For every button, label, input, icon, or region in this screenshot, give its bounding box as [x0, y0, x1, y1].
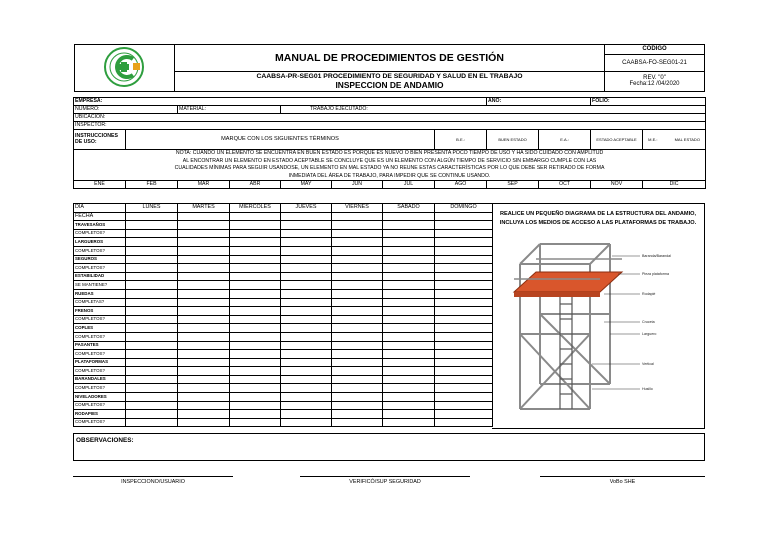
check-cell[interactable]: [178, 324, 230, 333]
check-cell[interactable]: [281, 264, 332, 273]
check-cell[interactable]: [435, 324, 493, 333]
check-cell[interactable]: [126, 367, 178, 376]
check-cell[interactable]: [332, 281, 383, 290]
check-cell[interactable]: [230, 341, 281, 350]
check-cell[interactable]: [126, 384, 178, 393]
check-cell[interactable]: [178, 255, 230, 264]
check-cell[interactable]: [178, 272, 230, 281]
check-cell[interactable]: [383, 332, 435, 341]
check-cell[interactable]: [230, 418, 281, 427]
check-cell[interactable]: [126, 298, 178, 307]
check-cell[interactable]: [435, 246, 493, 255]
check-cell[interactable]: [383, 418, 435, 427]
check-cell[interactable]: [383, 272, 435, 281]
check-cell[interactable]: [383, 350, 435, 359]
check-cell[interactable]: [126, 375, 178, 384]
check-cell[interactable]: [230, 298, 281, 307]
check-cell[interactable]: [178, 393, 230, 402]
check-cell[interactable]: [435, 401, 493, 410]
svg-text:Vertical: Vertical: [642, 362, 654, 366]
check-cell[interactable]: [435, 221, 493, 230]
inspection-sub-label: COMPLETOS?: [74, 350, 126, 359]
check-cell[interactable]: [178, 341, 230, 350]
inspection-item-row: [74, 358, 493, 367]
signature-inspecciono[interactable]: [73, 476, 233, 485]
check-cell[interactable]: [435, 229, 493, 238]
signature-verifico[interactable]: [300, 476, 470, 485]
inspection-sub-row: [74, 246, 493, 255]
check-cell[interactable]: [332, 367, 383, 376]
check-cell[interactable]: [383, 238, 435, 247]
months-row: [74, 181, 706, 189]
check-cell[interactable]: [126, 315, 178, 324]
diagram-box: [492, 203, 705, 429]
check-cell[interactable]: [332, 375, 383, 384]
check-cell[interactable]: [435, 307, 493, 316]
fecha-cell[interactable]: [332, 212, 383, 221]
check-cell[interactable]: [126, 264, 178, 273]
check-cell[interactable]: [435, 238, 493, 247]
check-cell[interactable]: [126, 281, 178, 290]
check-cell[interactable]: [178, 332, 230, 341]
check-cell[interactable]: [332, 264, 383, 273]
form-subtitle: INSPECCION DE ANDAMIO: [335, 79, 444, 90]
inspection-sub-label: COMPLETOS?: [74, 315, 126, 324]
check-cell[interactable]: [435, 281, 493, 290]
check-cell[interactable]: [230, 332, 281, 341]
check-cell[interactable]: [178, 350, 230, 359]
inspection-item-label: ESTABILIDAD: [74, 272, 126, 281]
check-cell[interactable]: [281, 229, 332, 238]
check-cell[interactable]: [281, 410, 332, 419]
check-cell[interactable]: [230, 238, 281, 247]
check-cell[interactable]: [383, 324, 435, 333]
check-cell[interactable]: [230, 221, 281, 230]
check-cell[interactable]: [126, 255, 178, 264]
inspection-sub-row: [74, 384, 493, 393]
check-cell[interactable]: [126, 229, 178, 238]
check-cell[interactable]: [178, 281, 230, 290]
check-cell[interactable]: [435, 358, 493, 367]
check-cell[interactable]: [281, 307, 332, 316]
check-cell[interactable]: [332, 401, 383, 410]
check-cell[interactable]: [178, 358, 230, 367]
check-cell[interactable]: [126, 410, 178, 419]
check-cell[interactable]: [332, 350, 383, 359]
revision-cell: [605, 71, 705, 91]
fecha-cell[interactable]: [178, 212, 230, 221]
check-cell[interactable]: [178, 229, 230, 238]
term-mal-estado: MAL ESTADO: [674, 136, 700, 142]
svg-text:Larguero: Larguero: [642, 332, 657, 336]
month-feb[interactable]: FEB: [126, 181, 178, 189]
check-cell[interactable]: [383, 229, 435, 238]
check-cell[interactable]: [281, 393, 332, 402]
day-martes: MARTES: [178, 204, 230, 213]
check-cell[interactable]: [126, 221, 178, 230]
check-cell[interactable]: [230, 272, 281, 281]
check-cell[interactable]: [332, 298, 383, 307]
check-cell[interactable]: [281, 272, 332, 281]
inspection-grid: [73, 203, 493, 427]
fecha-cell[interactable]: [230, 212, 281, 221]
check-cell[interactable]: [435, 289, 493, 298]
signature-vobo-label: VoBo SHE: [609, 479, 636, 485]
check-cell[interactable]: [230, 255, 281, 264]
check-cell[interactable]: [383, 410, 435, 419]
check-cell[interactable]: [332, 307, 383, 316]
month-mar[interactable]: MAR: [178, 181, 230, 189]
codigo-label: CODIGO: [605, 45, 705, 55]
ubicacion-field[interactable]: UBICACIÓN:: [74, 114, 706, 122]
term-me: M.E.:: [648, 136, 658, 142]
inspection-item-label: LARGUEROS: [74, 238, 126, 247]
day-sabado: SABADO: [383, 204, 435, 213]
inspection-sub-row: [74, 418, 493, 427]
check-cell[interactable]: [383, 255, 435, 264]
check-cell[interactable]: [332, 410, 383, 419]
check-cell[interactable]: [281, 375, 332, 384]
term-be: B.E.:: [435, 130, 487, 150]
check-cell[interactable]: [281, 367, 332, 376]
check-cell[interactable]: [383, 401, 435, 410]
days-row: [74, 204, 493, 213]
check-cell[interactable]: [332, 393, 383, 402]
check-cell[interactable]: [281, 418, 332, 427]
inspection-sub-label: COMPLETOS?: [74, 418, 126, 427]
inspection-item-label: RODAPIES: [74, 410, 126, 419]
svg-text:Baranda/Barandal: Baranda/Barandal: [642, 254, 671, 258]
inspection-sub-label: COMPLETOS?: [74, 332, 126, 341]
month-ene[interactable]: ENE: [74, 181, 126, 189]
check-cell[interactable]: [435, 367, 493, 376]
check-cell[interactable]: [383, 246, 435, 255]
term-estado-aceptable: ESTADO ACEPTABLE: [591, 130, 643, 150]
day-miercoles: MIERCOLES: [230, 204, 281, 213]
check-cell[interactable]: [332, 341, 383, 350]
document-header: [74, 44, 705, 92]
check-cell[interactable]: [126, 341, 178, 350]
check-cell[interactable]: [332, 289, 383, 298]
check-cell[interactable]: [126, 289, 178, 298]
check-cell[interactable]: [126, 272, 178, 281]
fecha-cell[interactable]: [126, 212, 178, 221]
check-cell[interactable]: [435, 315, 493, 324]
check-cell[interactable]: [178, 307, 230, 316]
trabajo-label: TRABAJO EJECUTADO:: [310, 105, 368, 112]
nota-text: NOTA: CUANDO UN ELEMENTO SE ENCUENTRA EN BUEN ESTADO ES PORQUE ES NUEVO O BIEN PRESENTA POCO TIEMPO DE USO Y HA SIDO CUIDADO CON AMPLITUD AL ENCONTRAR UN ELEMENTO EN ESTADO ACEPTABLE SE CONCLUYE QUE ES UN ELEMENTO CON ALGÚN TIEMPO DE SERVICIO SIN EMBARGO CUMPLE CON LAS CUALIDADES MÍNIMAS PARA SEGUIR USANDOSE, UN ELEMENTO EN MAL ESTADO YA NO REUNE ESTAS CARACTERÍSTICAS POR LO QUE DEBE SER RETIRADO DE FORMA INMEDIATA DEL ÁREA DE TRABAJO, PARA IMPEDIR QUE SE CONTINUE USANDO.: [74, 150, 706, 181]
check-cell[interactable]: [383, 367, 435, 376]
fecha-row: [74, 212, 493, 221]
revision: REV. "0": [643, 74, 666, 81]
inspection-item-label: FRENOS: [74, 307, 126, 316]
inspection-item-row: [74, 272, 493, 281]
inspection-item-label: PASANTES: [74, 341, 126, 350]
check-cell[interactable]: [281, 350, 332, 359]
check-cell[interactable]: [281, 238, 332, 247]
observaciones-box[interactable]: [73, 433, 705, 461]
check-cell[interactable]: [230, 281, 281, 290]
check-cell[interactable]: [281, 289, 332, 298]
check-cell[interactable]: [383, 393, 435, 402]
month-ago[interactable]: AGO: [435, 181, 487, 189]
check-cell[interactable]: [230, 375, 281, 384]
check-cell[interactable]: [383, 289, 435, 298]
term-me-mal-estado: [643, 130, 706, 150]
check-cell[interactable]: [178, 246, 230, 255]
svg-text:Cruceta: Cruceta: [642, 320, 655, 324]
check-cell[interactable]: [126, 246, 178, 255]
check-cell[interactable]: [435, 350, 493, 359]
check-cell[interactable]: [281, 281, 332, 290]
month-dic[interactable]: DIC: [643, 181, 706, 189]
inspection-sub-label: COMPLETOS?: [74, 384, 126, 393]
inspection-item-row: [74, 341, 493, 350]
check-cell[interactable]: [435, 341, 493, 350]
check-cell[interactable]: [178, 401, 230, 410]
svg-text:Pieza plataforma: Pieza plataforma: [642, 272, 669, 276]
check-cell[interactable]: [383, 307, 435, 316]
inspector-field[interactable]: INSPECTOR:: [74, 122, 706, 130]
check-cell[interactable]: [435, 298, 493, 307]
term-buen-estado: BUEN ESTADO: [487, 130, 539, 150]
check-cell[interactable]: [178, 410, 230, 419]
inspection-sub-row: [74, 315, 493, 324]
marque-label: MARQUE CON LOS SIGUIENTES TÉRMINOS: [126, 130, 435, 150]
check-cell[interactable]: [230, 246, 281, 255]
check-cell[interactable]: [281, 246, 332, 255]
check-cell[interactable]: [230, 401, 281, 410]
svg-text:Rodapié: Rodapié: [642, 292, 656, 296]
check-cell[interactable]: [435, 418, 493, 427]
check-cell[interactable]: [178, 418, 230, 427]
check-cell[interactable]: [281, 221, 332, 230]
inspection-sub-row: [74, 367, 493, 376]
scaffold-diagram: [500, 234, 700, 424]
inspection-item-row: [74, 375, 493, 384]
inspection-sub-label: COMPLETOS?: [74, 246, 126, 255]
fecha-cell[interactable]: [383, 212, 435, 221]
month-may[interactable]: MAY: [281, 181, 332, 189]
check-cell[interactable]: [332, 221, 383, 230]
inspection-sub-label: COMPLETOS?: [74, 229, 126, 238]
signature-verifico-label: VERIFICÓ/SUP SEGURIDAD: [349, 479, 421, 485]
inspection-item-row: [74, 410, 493, 419]
inspection-sub-label: COMPLETOS?: [74, 367, 126, 376]
fecha-cell[interactable]: [281, 212, 332, 221]
inspection-sub-row: [74, 264, 493, 273]
logo-cell: [75, 45, 175, 92]
term-ea: E.A.:: [539, 130, 591, 150]
check-cell[interactable]: [383, 341, 435, 350]
inspection-item-label: RUEDAS: [74, 289, 126, 298]
check-cell[interactable]: [383, 375, 435, 384]
check-cell[interactable]: [383, 358, 435, 367]
check-cell[interactable]: [178, 298, 230, 307]
inspection-sub-label: COMPLETOS?: [74, 401, 126, 410]
check-cell[interactable]: [230, 307, 281, 316]
inspection-sub-row: [74, 401, 493, 410]
instrucciones-label: INSTRUCCIONES DE USO:: [74, 130, 126, 150]
inspection-sub-label: COMPLETAS?: [74, 298, 126, 307]
inspection-item-label: SEGUROS: [74, 255, 126, 264]
check-cell[interactable]: [281, 315, 332, 324]
day-lunes: LUNES: [126, 204, 178, 213]
check-cell[interactable]: [230, 324, 281, 333]
check-cell[interactable]: [230, 264, 281, 273]
check-cell[interactable]: [178, 289, 230, 298]
check-cell[interactable]: [332, 238, 383, 247]
check-cell[interactable]: [332, 324, 383, 333]
check-cell[interactable]: [126, 418, 178, 427]
check-cell[interactable]: [178, 238, 230, 247]
check-cell[interactable]: [281, 298, 332, 307]
anio-field[interactable]: AÑO:: [487, 98, 591, 106]
fecha-emision: Fecha:12 /04/2020: [629, 81, 680, 88]
month-sep[interactable]: SEP: [487, 181, 539, 189]
month-nov[interactable]: NOV: [591, 181, 643, 189]
check-cell[interactable]: [435, 272, 493, 281]
check-cell[interactable]: [126, 324, 178, 333]
check-cell[interactable]: [332, 246, 383, 255]
svg-text:Husillo: Husillo: [642, 387, 653, 391]
check-cell[interactable]: [332, 315, 383, 324]
check-cell[interactable]: [178, 375, 230, 384]
observaciones-label: OBSERVACIONES:: [76, 437, 134, 444]
check-cell[interactable]: [435, 384, 493, 393]
check-cell[interactable]: [230, 358, 281, 367]
check-cell[interactable]: [281, 255, 332, 264]
check-cell[interactable]: [383, 221, 435, 230]
inspection-item-label: TRAVESAÑOS: [74, 221, 126, 230]
check-cell[interactable]: [435, 255, 493, 264]
check-cell[interactable]: [435, 264, 493, 273]
day-domingo: DOMINGO: [435, 204, 493, 213]
check-cell[interactable]: [332, 358, 383, 367]
check-cell[interactable]: [126, 393, 178, 402]
inspection-sub-label: SE MANTIENE?: [74, 281, 126, 290]
check-cell[interactable]: [126, 307, 178, 316]
check-cell[interactable]: [332, 229, 383, 238]
inspection-item-row: [74, 255, 493, 264]
check-cell[interactable]: [332, 384, 383, 393]
signature-vobo[interactable]: [540, 476, 705, 485]
inspection-sub-row: [74, 281, 493, 290]
check-cell[interactable]: [435, 375, 493, 384]
check-cell[interactable]: [281, 401, 332, 410]
inspection-item-label: COPLES: [74, 324, 126, 333]
month-jul[interactable]: JUL: [383, 181, 435, 189]
fecha-label: FECHA: [74, 212, 126, 221]
dia-label: DIA: [74, 204, 126, 213]
check-cell[interactable]: [178, 367, 230, 376]
check-cell[interactable]: [332, 255, 383, 264]
month-abr[interactable]: ABR: [230, 181, 281, 189]
check-cell[interactable]: [178, 384, 230, 393]
check-cell[interactable]: [435, 393, 493, 402]
check-cell[interactable]: [435, 410, 493, 419]
inspection-item-row: [74, 307, 493, 316]
manual-title: MANUAL DE PROCEDIMIENTOS DE GESTIÓN: [175, 45, 605, 72]
inspection-item-label: BARANDALES: [74, 375, 126, 384]
check-cell[interactable]: [230, 289, 281, 298]
check-cell[interactable]: [230, 393, 281, 402]
procedure-name: CAABSA-PR-SEG01 PROCEDIMIENTO DE SEGURIDAD Y SALUD EN EL TRABAJO: [256, 72, 523, 80]
fecha-cell[interactable]: [435, 212, 493, 221]
check-cell[interactable]: [230, 367, 281, 376]
inspection-item-row: [74, 221, 493, 230]
numero-field[interactable]: NUMERO:: [74, 106, 178, 114]
month-oct[interactable]: OCT: [539, 181, 591, 189]
check-cell[interactable]: [126, 358, 178, 367]
inspection-item-label: NIVELADORES: [74, 393, 126, 402]
check-cell[interactable]: [178, 221, 230, 230]
inspection-item-row: [74, 289, 493, 298]
codigo-value: CAABSA-FO-SEG01-21: [605, 54, 705, 71]
check-cell[interactable]: [281, 332, 332, 341]
check-cell[interactable]: [178, 264, 230, 273]
form-info: [73, 97, 706, 189]
empresa-field[interactable]: EMPRESA:: [74, 98, 487, 106]
check-cell[interactable]: [230, 350, 281, 359]
diagram-instruction: REALICE UN PEQUEÑO DIAGRAMA DE LA ESTRUCTURA DEL ANDAMIO, INCLUYA LOS MEDIOS DE ACCESO A LAS PLATAFORMAS DE TRABAJO.: [499, 211, 697, 226]
check-cell[interactable]: [230, 410, 281, 419]
check-cell[interactable]: [383, 298, 435, 307]
check-cell[interactable]: [332, 418, 383, 427]
check-cell[interactable]: [332, 332, 383, 341]
company-logo: [75, 45, 173, 89]
check-cell[interactable]: [332, 272, 383, 281]
inspection-item-row: [74, 324, 493, 333]
check-cell[interactable]: [383, 384, 435, 393]
folio-field[interactable]: FOLIO:: [591, 98, 706, 106]
material-field[interactable]: MATERIAL:: [178, 106, 281, 114]
day-jueves: JUEVES: [281, 204, 332, 213]
month-jun[interactable]: JUN: [332, 181, 383, 189]
check-cell[interactable]: [126, 238, 178, 247]
check-cell[interactable]: [281, 358, 332, 367]
check-cell[interactable]: [383, 281, 435, 290]
check-cell[interactable]: [126, 350, 178, 359]
check-cell[interactable]: [383, 315, 435, 324]
trabajo-field[interactable]: [281, 106, 706, 114]
inspection-sub-row: [74, 350, 493, 359]
inspection-sub-label: COMPLETOS?: [74, 264, 126, 273]
check-cell[interactable]: [281, 324, 332, 333]
check-cell[interactable]: [230, 315, 281, 324]
inspection-item-row: [74, 238, 493, 247]
check-cell[interactable]: [281, 384, 332, 393]
check-cell[interactable]: [230, 229, 281, 238]
inspection-item-label: PLATAFORMAS: [74, 358, 126, 367]
inspection-item-row: [74, 393, 493, 402]
check-cell[interactable]: [126, 401, 178, 410]
inspection-sub-row: [74, 332, 493, 341]
check-cell[interactable]: [126, 332, 178, 341]
check-cell[interactable]: [383, 264, 435, 273]
check-cell[interactable]: [178, 315, 230, 324]
procedure-title: [175, 71, 605, 91]
check-cell[interactable]: [435, 332, 493, 341]
inspection-sub-row: [74, 229, 493, 238]
signature-inspecciono-label: INSPECCIONO/USUARIO: [121, 479, 185, 485]
inspection-sub-row: [74, 298, 493, 307]
check-cell[interactable]: [230, 384, 281, 393]
day-viernes: VIERNES: [332, 204, 383, 213]
check-cell[interactable]: [281, 341, 332, 350]
